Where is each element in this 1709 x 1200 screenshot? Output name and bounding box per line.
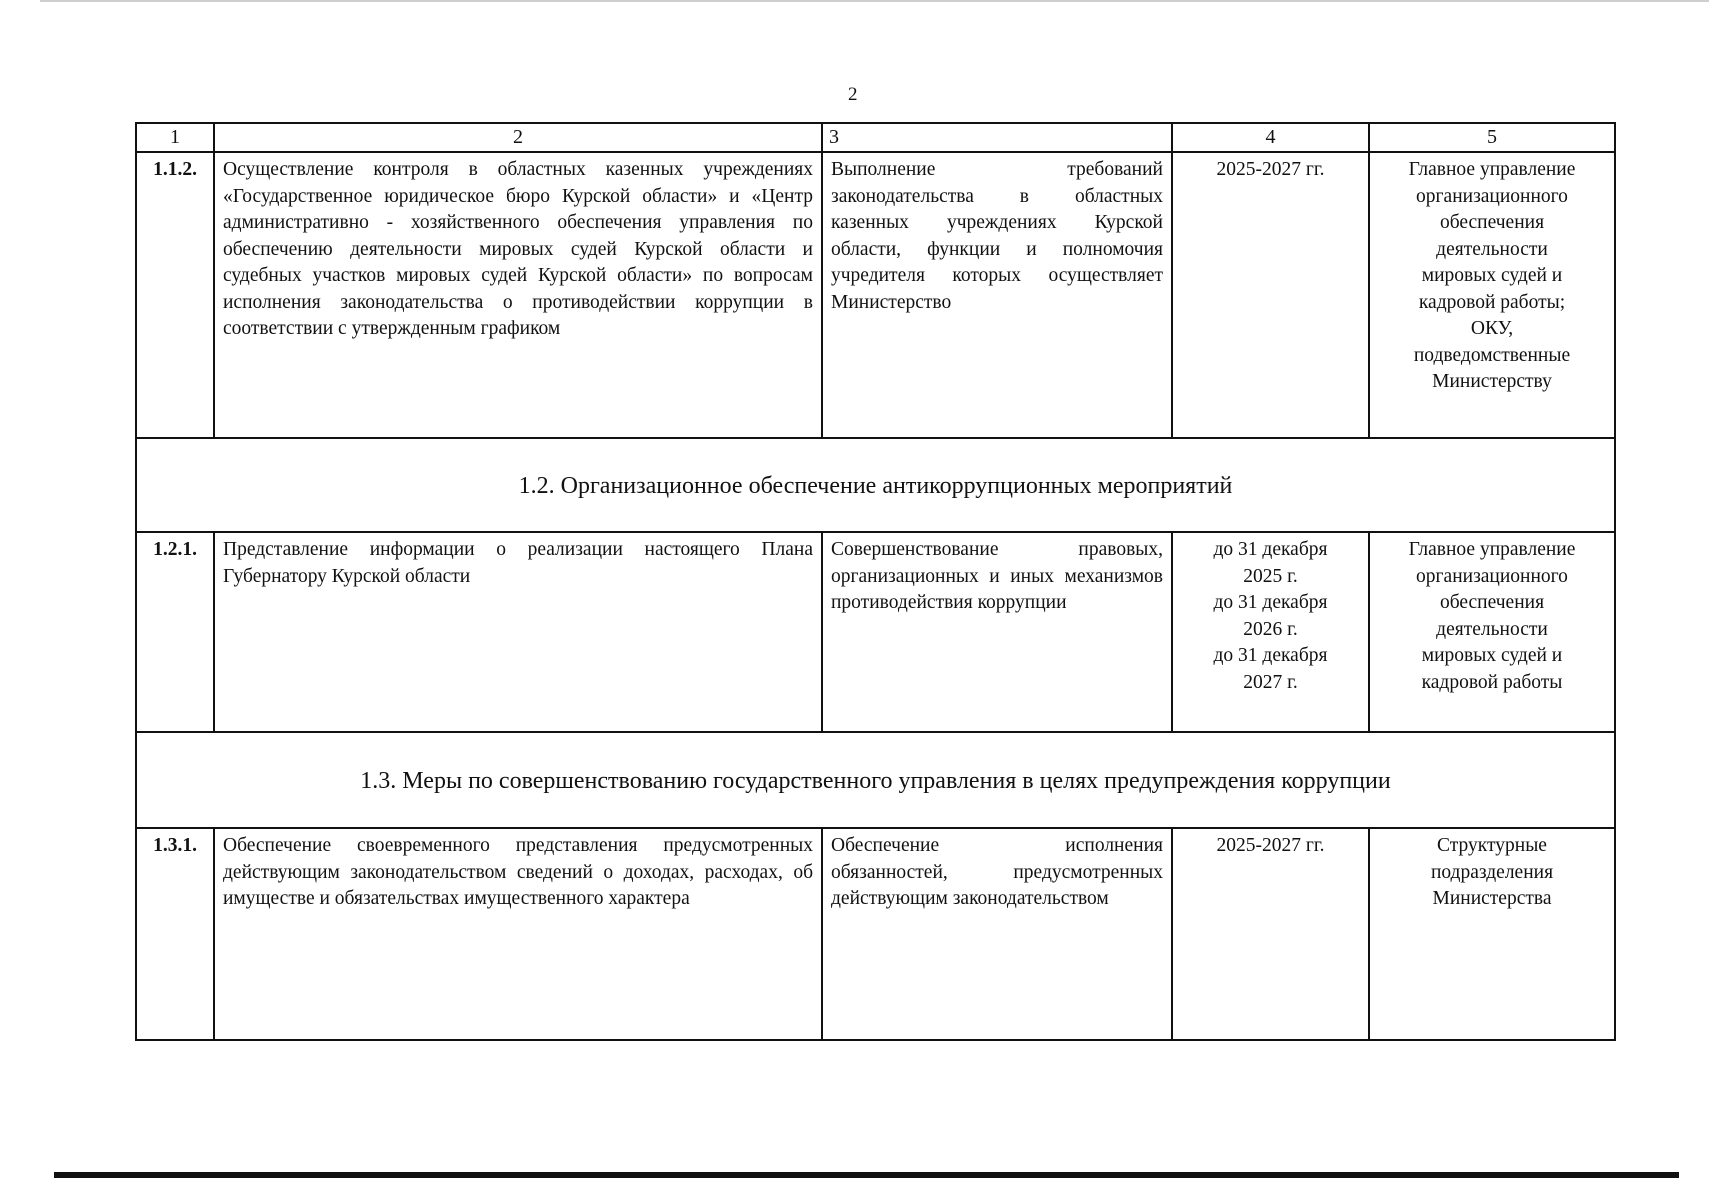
responsible-cell [1369,532,1615,732]
item-number: 1.3.1. [136,828,214,1040]
column-number: 3 [822,123,1172,152]
responsible-line: Главное управление [1408,539,1576,560]
responsible-line: обеспечения [1439,592,1545,613]
section-title: 1.3. Меры по совершенствованию государственного управления в целях предупреждения коррупции [136,732,1615,828]
term-line: до 31 декабря [1213,592,1328,613]
responsible-cell [1369,152,1615,438]
expected-result: Совершенствование правовых, организационных и иных механизмов противодействия коррупции [822,532,1172,732]
responsible-line: обеспечения [1439,212,1545,233]
term-cell [1172,828,1369,1040]
column-number: 5 [1369,123,1615,152]
item-number: 1.2.1. [136,532,214,732]
table-row [136,532,1615,732]
term-line: 2025-2027 гг. [1216,159,1325,180]
table-row [136,152,1615,438]
responsible-line: подведомственные [1413,344,1571,366]
responsible-line: деятельности [1436,618,1548,640]
column-number: 1 [136,123,214,152]
responsible-line: Структурные [1437,835,1547,856]
responsible-line: Главное управление [1408,159,1576,180]
section-row [136,732,1615,828]
plan-table [135,122,1616,1041]
term-line: 2025-2027 гг. [1216,835,1325,856]
term-cell [1172,532,1369,732]
column-number: 4 [1172,123,1369,152]
measure-text: Осуществление контроля в областных казенных учреждениях «Государственное юридическое бюро Курской области» и «Центр административно - хозяйственного обеспечения управления по обеспечению деятельности мировых судей Курской области и судебных участков мировых судей Курской области» по вопросам исполнения законодательства о противодействии коррупции в соответствии с утвержденным графиком [214,152,822,438]
item-number: 1.1.2. [136,152,214,438]
responsible-line: организационного [1416,185,1568,207]
responsible-line: Министерству [1432,371,1552,392]
scan-top-edge [40,0,1709,2]
term-cell [1172,152,1369,438]
expected-result: Обеспечение исполнения обязанностей, предусмотренных действующим законодательством [822,828,1172,1040]
column-number-row [136,123,1615,152]
footer-rule [54,1172,1679,1178]
responsible-line: мировых судей и [1421,265,1563,286]
responsible-line: Министерства [1432,888,1552,909]
table-row [136,828,1615,1040]
responsible-cell [1369,828,1615,1040]
measure-text: Представление информации о реализации настоящего Плана Губернатору Курской области [214,532,822,732]
term-line: до 31 декабря [1213,645,1328,666]
section-row [136,438,1615,532]
responsible-line: мировых судей и [1421,645,1563,666]
responsible-line: подразделения [1430,861,1554,883]
responsible-line: ОКУ, [1470,318,1514,339]
term-line: 2026 г. [1243,618,1298,640]
term-line: 2025 г. [1243,565,1298,587]
expected-result: Выполнение требований законодательства в областных казенных учреждениях Курской области, функции и полномочия учредителя которых осуществляет Министерство [822,152,1172,438]
responsible-line: организационного [1416,565,1568,587]
responsible-line: кадровой работы; [1418,291,1566,313]
column-number: 2 [214,123,822,152]
section-title: 1.2. Организационное обеспечение антикоррупционных мероприятий [136,438,1615,532]
page-number: 2 [848,84,858,105]
measure-text: Обеспечение своевременного представления предусмотренных действующим законодательством сведений о доходах, расходах, об имуществе и обязательствах имущественного характера [214,828,822,1040]
term-line: 2027 г. [1243,671,1298,693]
responsible-line: кадровой работы [1421,671,1563,693]
responsible-line: деятельности [1436,238,1548,260]
term-line: до 31 декабря [1213,539,1328,560]
